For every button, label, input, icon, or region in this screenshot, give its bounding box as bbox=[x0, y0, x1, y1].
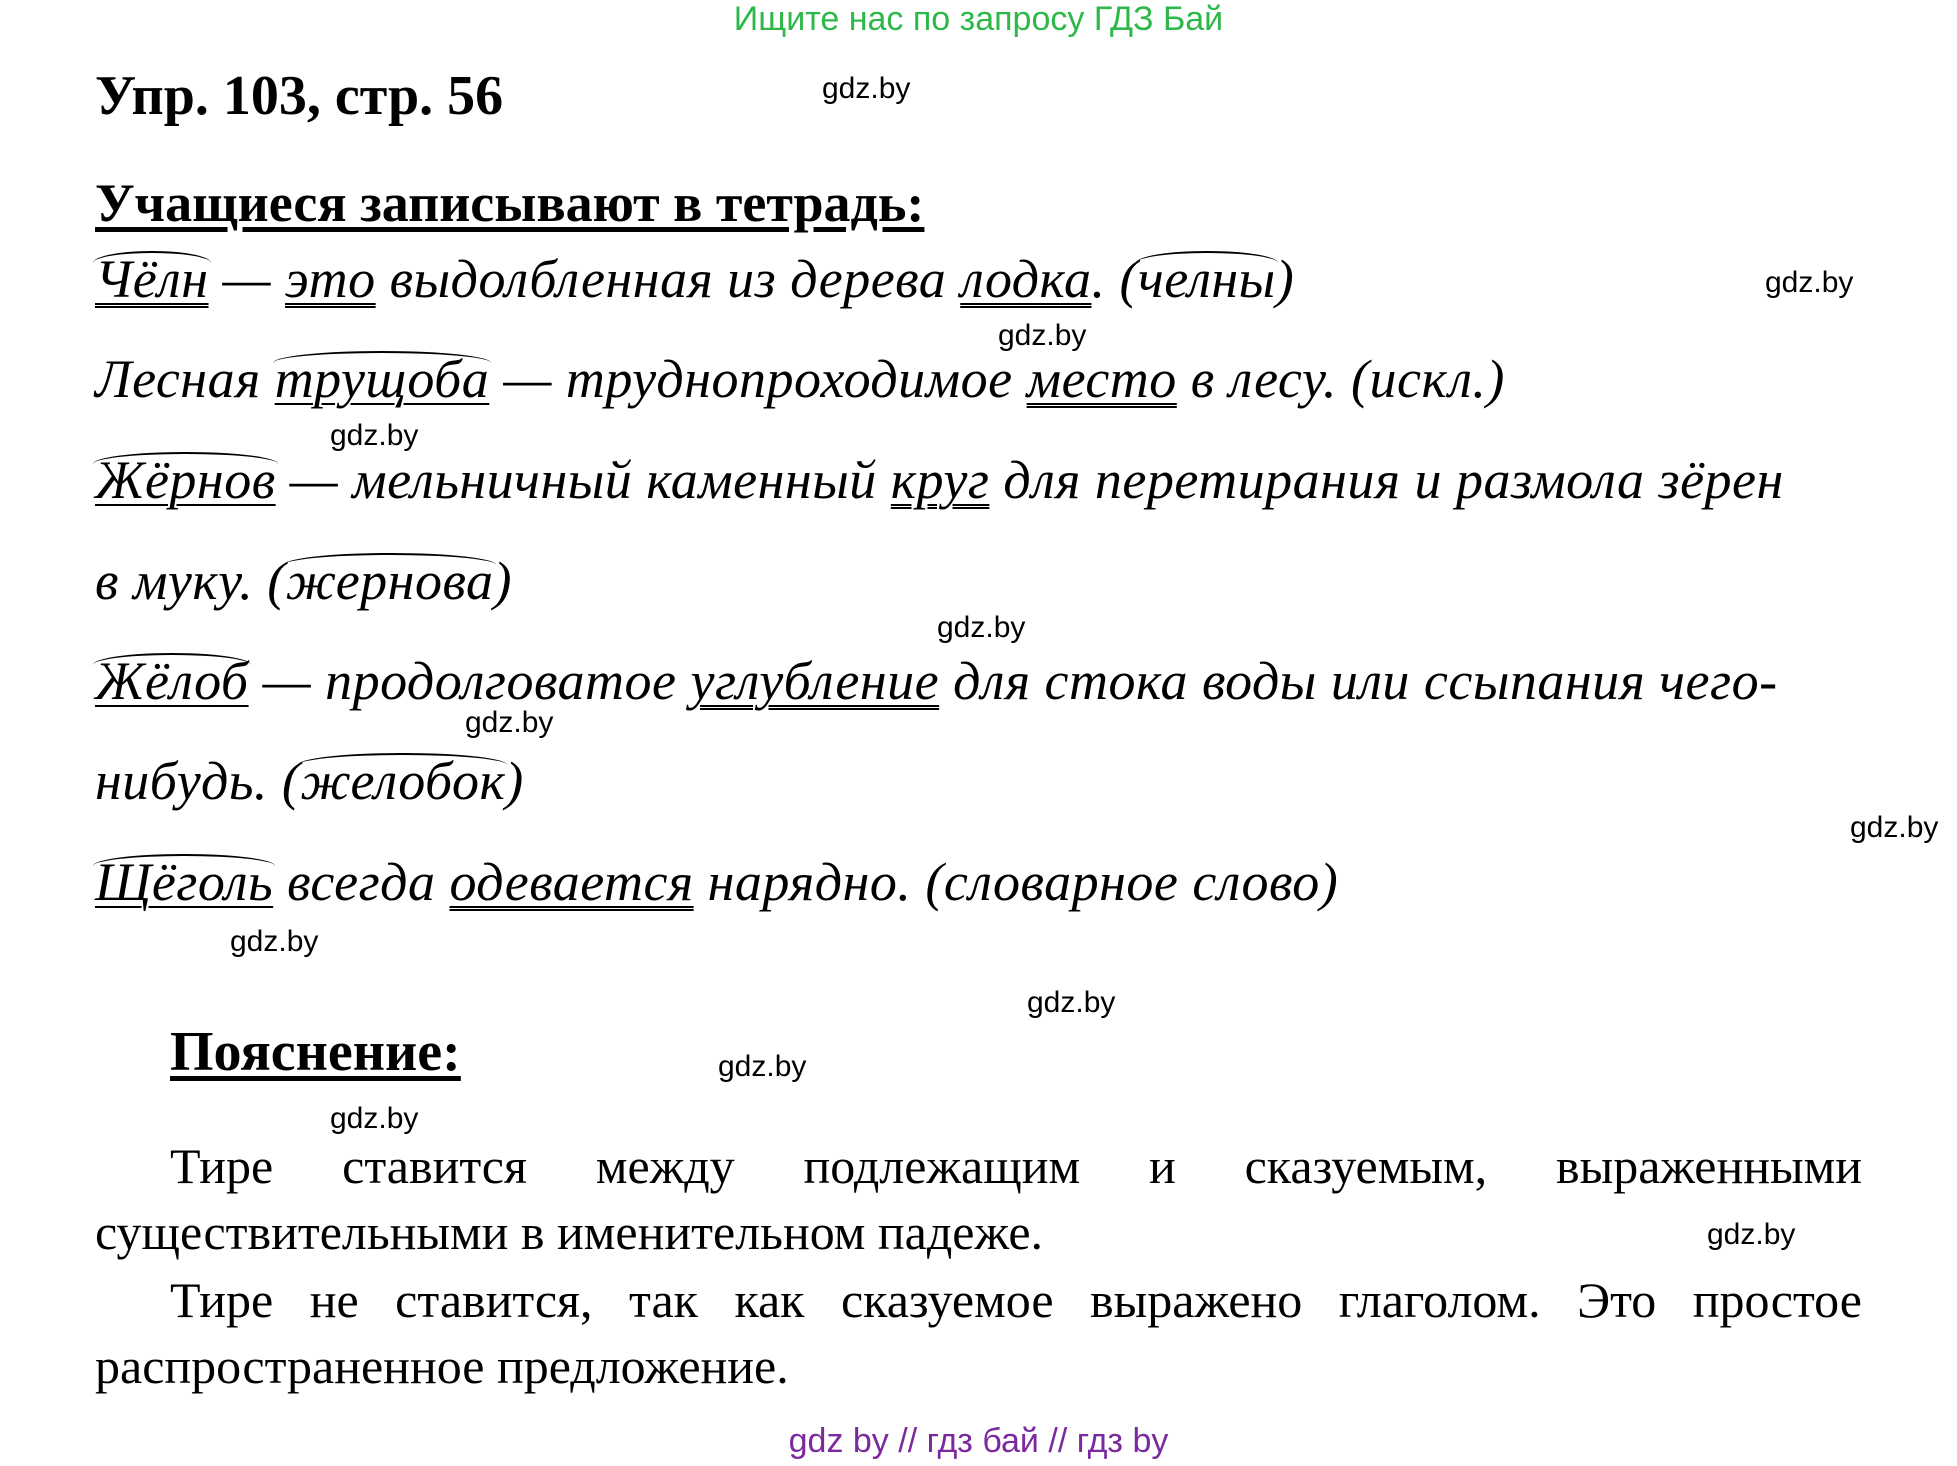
text-fragment: в муку. ( bbox=[95, 551, 286, 611]
subject-word: Жёрнов bbox=[95, 450, 276, 510]
subject-word: Жёлоб bbox=[95, 651, 249, 711]
notebook-line-7 bbox=[95, 851, 1338, 913]
text-fragment: ) bbox=[505, 751, 524, 811]
watermark: gdz.by bbox=[718, 1050, 807, 1083]
watermark: gdz.by bbox=[465, 706, 554, 739]
predicate-word: круг bbox=[890, 450, 990, 510]
predicate-word: лодка bbox=[960, 249, 1092, 309]
text-fragment: — мельничный каменный bbox=[275, 450, 891, 510]
text-fragment: ) bbox=[1275, 249, 1295, 309]
section-heading: Учащиеся записывают в тетрадь: bbox=[95, 173, 925, 233]
watermark: gdz.by bbox=[1765, 266, 1854, 299]
subject-word: Щёголь bbox=[95, 852, 274, 912]
subject-word: Чёлн bbox=[95, 249, 209, 309]
notebook-line-1 bbox=[95, 248, 1294, 310]
predicate-word: одевается bbox=[449, 852, 694, 912]
notebook-line-2 bbox=[95, 348, 1505, 410]
watermark: gdz.by bbox=[822, 72, 911, 105]
watermark: gdz.by bbox=[330, 419, 419, 452]
explanation-paragraph-2: Тире не ставится, так как сказуемое выражено глаголом. Это простое распространенное предложение. bbox=[95, 1272, 1862, 1394]
predicate-word: это bbox=[285, 249, 376, 309]
text-fragment: для стока воды или ссыпания чего- bbox=[939, 651, 1778, 711]
check-word: желобок bbox=[300, 751, 506, 811]
notebook-line-4 bbox=[95, 550, 512, 612]
watermark: gdz.by bbox=[1707, 1218, 1796, 1251]
text-fragment: выдолбленная из дерева bbox=[375, 249, 961, 309]
text-fragment: всегда bbox=[273, 852, 450, 912]
watermark: gdz.by bbox=[230, 925, 319, 958]
text-fragment: в лесу. (искл.) bbox=[1176, 349, 1505, 409]
watermark: gdz.by bbox=[1027, 986, 1116, 1019]
watermark: gdz.by bbox=[937, 611, 1026, 644]
watermark: gdz.by bbox=[1850, 811, 1939, 844]
predicate-word: углубление bbox=[690, 651, 940, 711]
watermark: gdz.by bbox=[330, 1102, 419, 1135]
notebook-line-6 bbox=[95, 750, 524, 812]
header-search-hint[interactable]: Ищите нас по запросу ГДЗ Бай bbox=[733, 0, 1224, 38]
check-word: челны bbox=[1137, 249, 1276, 309]
text-fragment: ) bbox=[493, 551, 513, 611]
explanation-paragraph-1: Тире ставится между подлежащим и сказуемым, выраженными существительными в именительном падеже. bbox=[95, 1138, 1862, 1260]
explanation-heading: Пояснение: bbox=[170, 1021, 461, 1083]
text-fragment: — продолговатое bbox=[248, 651, 691, 711]
page-title: Упр. 103, стр. 56 bbox=[95, 65, 504, 127]
text-fragment: — труднопроходимое bbox=[489, 349, 1027, 409]
text-fragment: нарядно. (словарное слово) bbox=[693, 852, 1339, 912]
text-fragment: нибудь. ( bbox=[95, 751, 301, 811]
notebook-line-3 bbox=[95, 449, 1784, 511]
text-fragment: — bbox=[208, 249, 286, 309]
notebook-line-5 bbox=[95, 650, 1778, 712]
footer-watermark: gdz by // гдз бай // гдз by bbox=[788, 1422, 1169, 1460]
subject-word: трущоба bbox=[274, 349, 490, 409]
predicate-word: место bbox=[1026, 349, 1177, 409]
watermark: gdz.by bbox=[998, 319, 1087, 352]
check-word: жернова bbox=[285, 551, 494, 611]
text-fragment: для перетирания и размола зёрен bbox=[989, 450, 1784, 510]
text-fragment: . ( bbox=[1091, 249, 1138, 309]
text-fragment: Лесная bbox=[95, 349, 275, 409]
